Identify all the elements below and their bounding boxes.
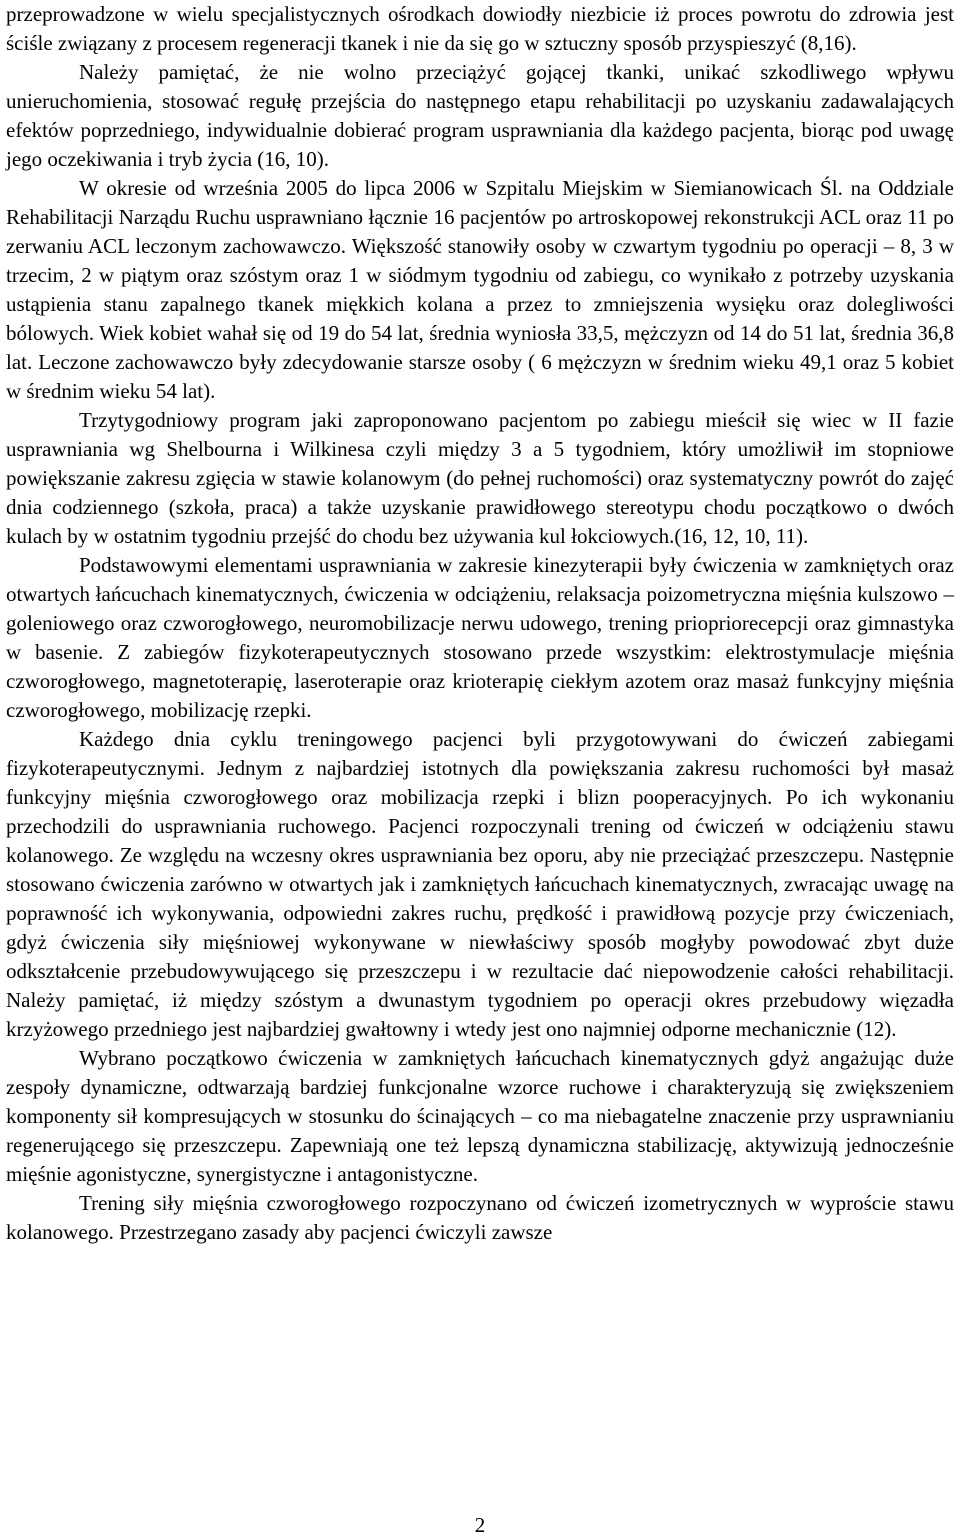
paragraph-7: Wybrano początkowo ćwiczenia w zamkniętych łańcuchach kinematycznych gdyż angażując duże zespoły dynamiczne, odtwarzają bardziej funkcjonalne wzorce ruchowe i charakteryzują się zwiększeniem komponenty sił kompresujących w stosunku do ścinających – co ma niebagatelne znaczenie przy usprawnianiu regenerującego się przeszczepu. Zapewniają one też lepszą dynamiczna stabilizację, aktywizują jednocześnie mięśnie agonistyczne, synergistyczne i antagonistyczne. [6, 1046, 954, 1186]
paragraph-3: W okresie od września 2005 do lipca 2006 w Szpitalu Miejskim w Siemianowicach Śl. na Oddziale Rehabilitacji Narządu Ruchu usprawniano łącznie 16 pacjentów po artroskopowej rekonstrukcji ACL oraz 11 po zerwaniu ACL leczonym zachowawczo. Większość stanowiły osoby w czwartym tygodniu po operacji – 8, 3 w trzecim, 2 w piątym oraz szóstym oraz 1 w siódmym tygodniu od zabiegu, co wynikało z potrzeby uzyskania ustąpienia stanu zapalnego tkanek miękkich kolana a przez to zmniejszenia wysięku oraz dolegliwości bólowych. Wiek kobiet wahał się od 19 do 54 lat, średnia wyniosła 33,5, mężczyzn od 14 do 51 lat, średnia 36,8 lat. Leczone zachowawczo były zdecydowanie starsze osoby ( 6 mężczyzn w średnim wieku 49,1 oraz 5 kobiet w średnim wieku 54 lat). [6, 176, 954, 403]
paragraph-4: Trzytygodniowy program jaki zaproponowano pacjentom po zabiegu mieścił się wiec w II fazie usprawniania wg Shelbourna i Wilkinesa czyli między 3 a 5 tygodniem, który umożliwił im stopniowe powiększanie zakresu zgięcia w stawie kolanowym (do pełnej ruchomości) oraz systematyczny powrót do zajęć dnia codziennego (szkoła, praca) a także uzyskanie prawidłowego stereotypu chodu początkowo o dwóch kulach by w ostatnim tygodniu przejść do chodu bez używania kul łokciowych.(16, 12, 10, 11). [6, 408, 954, 548]
paragraph-2: Należy pamiętać, że nie wolno przeciążyć gojącej tkanki, unikać szkodliwego wpływu unieruchomienia, stosować regułę przejścia do następnego etapu rehabilitacji po uzyskaniu zadawalających efektów poprzedniego, indywidualnie dobierać program usprawniania dla każdego pacjenta, biorąc pod uwagę jego oczekiwania i tryb życia (16, 10). [6, 60, 954, 171]
paragraph-6: Każdego dnia cyklu treningowego pacjenci byli przygotowywani do ćwiczeń zabiegami fizykoterapeutycznymi. Jednym z najbardziej istotnych dla powiększania zakresu ruchomości był masaż funkcyjny mięśnia czworogłowego oraz mobilizacja rzepki i blizn pooperacyjnych. Po ich wykonaniu przechodzili do usprawniania ruchowego. Pacjenci rozpoczynali trening od ćwiczeń w odciążeniu stawu kolanowego. Ze względu na wczesny okres usprawniania bez oporu, aby nie przeciążać przeszczepu. Następnie stosowano ćwiczenia zarówno w otwartych jak i zamkniętych łańcuchach kinematycznych, zwracając uwagę na poprawność ich wykonywania, odpowiedni zakres ruchu, prędkość i prawidłową pozycje przy ćwiczeniach, gdyż ćwiczenia siły mięśniowej wykonywane w niewłaściwy sposób mogłyby powodować zbyt duże odkształcenie przebudowywującego się przeszczepu i w rezultacie dać niepowodzenie całości rehabilitacji. Należy pamiętać, iż między szóstym a dwunastym tygodniem po operacji okres przebudowy więzadła krzyżowego przedniego jest najbardziej gwałtowny i wtedy jest ono najmniej odporne mechanicznie (12). [6, 727, 954, 1041]
paragraph-8: Trening siły mięśnia czworogłowego rozpoczynano od ćwiczeń izometrycznych w wyproście stawu kolanowego. Przestrzegano zasady aby pacjenci ćwiczyli zawsze [6, 1191, 954, 1244]
paragraph-5: Podstawowymi elementami usprawniania w zakresie kinezyterapii były ćwiczenia w zamkniętych oraz otwartych łańcuchach kinematycznych, ćwiczenia w odciążeniu, relaksacja poizometryczna mięśnia kulszowo – goleniowego oraz czworogłowego, neuromobilizacje nerwu udowego, trening priopriorecepcji oraz gimnastyka w basenie. Z zabiegów fizykoterapeutycznych stosowano przede wszystkim: elektrostymulacje mięśnia czworogłowego, magnetoterapię, laseroterapie oraz krioterapię ciekłym azotem oraz masaż funkcyjny mięśnia czworogłowego, mobilizację rzepki. [6, 553, 954, 722]
document-page [6, 0, 954, 1247]
paragraph-1: przeprowadzone w wielu specjalistycznych ośrodkach dowiodły niezbicie iż proces powrotu do zdrowia jest ściśle związany z procesem regeneracji tkanek i nie da się go w sztuczny sposób przyspieszyć (8,16). [6, 2, 954, 55]
page-number: 2 [474, 1513, 486, 1537]
